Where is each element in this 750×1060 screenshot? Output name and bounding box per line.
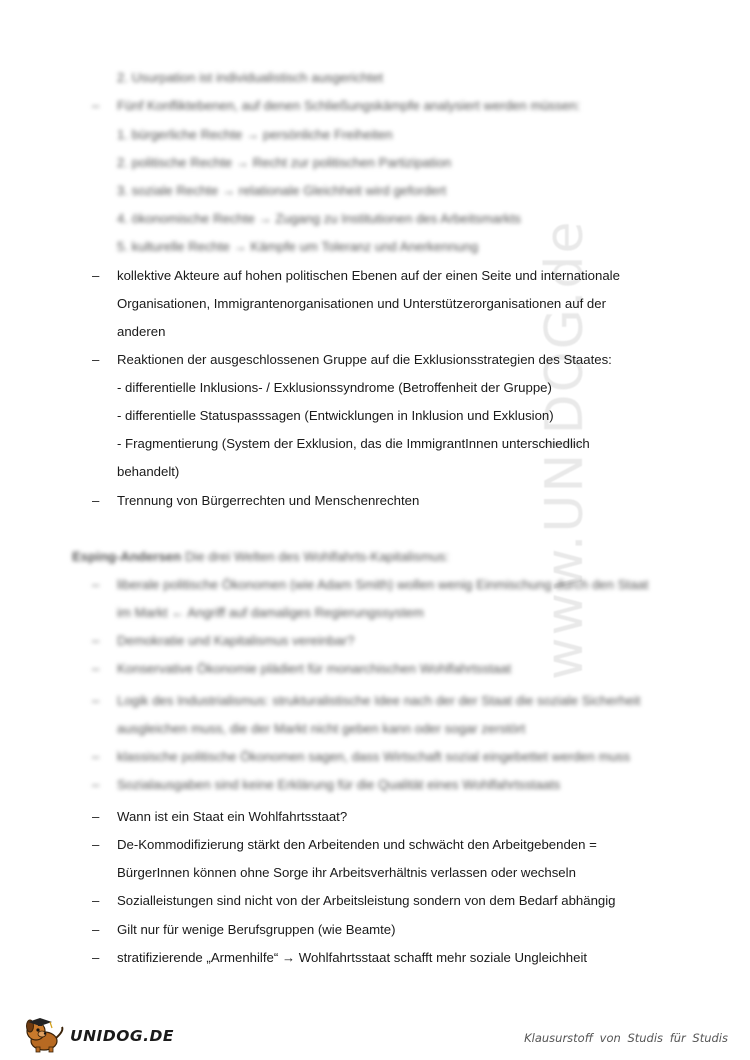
dog-mascot-icon [22, 1017, 72, 1053]
list-dash: – [92, 837, 100, 852]
list-dash: – [92, 893, 100, 908]
list-item-text: BürgerInnen können ohne Sorge ihr Arbeitsverhältnis verlassen oder wechseln [117, 865, 576, 880]
list-item-text: - differentielle Inklusions- / Exklusionssyndrome (Betroffenheit der Gruppe) [117, 380, 552, 395]
list-dash: – [92, 693, 100, 708]
list-dash: – [92, 809, 100, 824]
heading-author: Esping-Andersen [72, 549, 182, 564]
footer-tagline: Klausurstoff von Studis für Studis [524, 1031, 728, 1045]
list-item-text: De-Kommodifizierung stärkt den Arbeitenden und schwächt den Arbeitgebenden = [117, 837, 597, 852]
blurred-line: Sozialausgaben sind keine Erklärung für die Qualität eines Wohlfahrtsstaats [117, 777, 561, 792]
list-dash: – [92, 749, 100, 764]
list-dash: – [92, 633, 100, 648]
list-dash: – [92, 777, 100, 792]
list-item-text: Trennung von Bürgerrechten und Menschenrechten [117, 493, 420, 508]
list-item-text: kollektive Akteure auf hohen politischen Ebenen auf der einen Seite und internationale [117, 268, 620, 283]
list-dash: – [92, 661, 100, 676]
blurred-line: 2. politische Rechte → Recht zur politischen Partizipation [117, 155, 452, 170]
list-dash: – [92, 98, 100, 113]
list-item-text: Gilt nur für wenige Berufsgruppen (wie Beamte) [117, 922, 396, 937]
list-item-text: behandelt) [117, 464, 180, 479]
blurred-line: 2. Usurpation ist individualistisch ausgerichtet [117, 70, 384, 85]
list-dash: – [92, 493, 100, 508]
list-item-text: Wann ist ein Staat ein Wohlfahrtsstaat? [117, 809, 348, 824]
section-heading [72, 548, 449, 566]
list-item-text: anderen [117, 324, 166, 339]
list-item-text: Reaktionen der ausgeschlossenen Gruppe auf die Exklusionsstrategien des Staates: [117, 352, 612, 367]
blurred-line: liberale politische Ökonomen (wie Adam Smith) wollen wenig Einmischung durch den Staat [117, 577, 649, 592]
list-dash: – [92, 352, 100, 367]
list-item-text: - Fragmentierung (System der Exklusion, das die ImmigrantInnen unterschiedlich [117, 436, 590, 451]
blurred-line: 4. ökonomische Rechte → Zugang zu Institutionen des Arbeitsmarkts [117, 211, 521, 226]
list-dash: – [92, 950, 100, 965]
list-item-text: - differentielle Statuspasssagen (Entwicklungen in Inklusion und Exklusion) [117, 408, 554, 423]
list-item-text: stratifizierende „Armenhilfe“ → Wohlfahrtsstaat schafft mehr soziale Ungleichheit [117, 950, 588, 965]
blurred-line: 5. kulturelle Rechte → Kämpfe um Toleranz und Anerkennung [117, 239, 479, 254]
blurred-line: ausgleichen muss, die der Markt nicht geben kann oder sogar zerstört [117, 721, 526, 736]
blurred-line: im Markt ← Angriff auf damaliges Regierungssystem [117, 605, 424, 620]
blurred-line: 3. soziale Rechte → relationale Gleichheit wird gefordert [117, 183, 447, 198]
list-dash: – [92, 922, 100, 937]
logo-text: UNIDOG.DE [70, 1027, 174, 1045]
blurred-line: Demokratie und Kapitalismus vereinbar? [117, 633, 355, 648]
watermark: www.UNIDOG.de [535, 219, 595, 680]
blurred-line: 1. bürgerliche Rechte → persönliche Freiheiten [117, 127, 393, 142]
blurred-line: Logik des Industrialismus: strukturalistische Idee nach der der Staat die soziale Sicherheit [117, 693, 641, 708]
blurred-line: Konservative Ökonomie plädiert für monarchischen Wohlfahrtsstaat [117, 661, 512, 676]
list-item-text: Organisationen, Immigrantenorganisationen und Unterstützerorganisationen auf der [117, 296, 606, 311]
list-item-text: Sozialleistungen sind nicht von der Arbeitsleistung sondern von dem Bedarf abhängig [117, 893, 616, 908]
list-dash: – [92, 577, 100, 592]
blurred-line: Fünf Konfliktebenen, auf denen Schließungskämpfe analysiert werden müssen: [117, 98, 581, 113]
heading-title: Die drei Welten des Wohlfahrts-Kapitalismus: [184, 549, 449, 564]
list-dash: – [92, 268, 100, 283]
blurred-line: klassische politische Ökonomen sagen, dass Wirtschaft sozial eingebettet werden muss [117, 749, 631, 764]
unidog-logo[interactable] [22, 1017, 174, 1051]
